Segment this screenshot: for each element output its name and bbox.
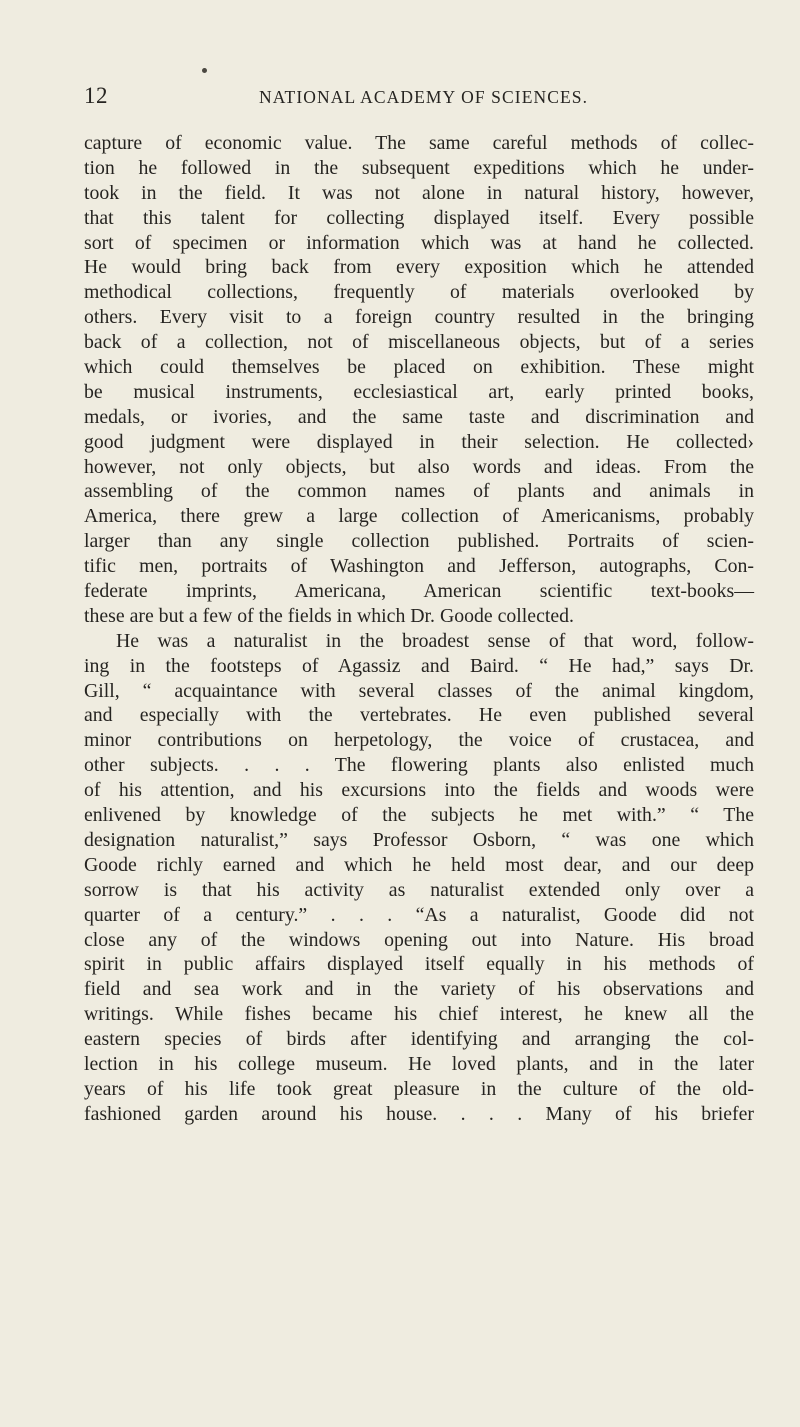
text-line: other subjects. . . . The flowering plants also enlisted much	[84, 754, 754, 777]
text-line: these are but a few of the fields in which Dr. Goode collected.	[84, 604, 574, 627]
text-line: sort of specimen or information which was at hand he collected.	[84, 231, 754, 254]
text-line: America, there grew a large collection of Americanisms, probably	[84, 505, 754, 528]
text-line: capture of economic value. The same careful methods of collec-	[84, 132, 754, 154]
text-line: tion he followed in the subsequent expeditions which he under-	[84, 156, 754, 179]
running-title: NATIONAL ACADEMY OF SCIENCES.	[259, 87, 589, 107]
text-line: good judgment were displayed in their selection. He collected›	[84, 430, 754, 453]
text-line: Goode richly earned and which he held most dear, and our deep	[84, 853, 754, 876]
running-head	[84, 83, 754, 123]
body-text	[84, 131, 754, 1127]
text-line: federate imprints, Americana, American scientific text-books—	[84, 580, 754, 603]
text-line: Gill, “ acquaintance with several classes of the animal kingdom,	[84, 679, 754, 702]
text-line: lection in his college museum. He loved plants, and in the later	[84, 1052, 754, 1075]
text-line: others. Every visit to a foreign country resulted in the bringing	[84, 306, 754, 329]
text-line: quarter of a century.” . . . “As a naturalist, Goode did not	[84, 903, 754, 926]
text-line: ing in the footsteps of Agassiz and Baird. “ He had,” says Dr.	[84, 654, 754, 677]
text-line: which could themselves be placed on exhibition. These might	[84, 356, 754, 379]
text-line: He was a naturalist in the broadest sense of that word, follow-	[116, 629, 754, 652]
text-line: back of a collection, not of miscellaneous objects, but of a series	[84, 331, 754, 354]
text-line: took in the field. It was not alone in natural history, however,	[84, 181, 754, 204]
text-line: designation naturalist,” says Professor Osborn, “ was one which	[84, 828, 754, 851]
text-line: fashioned garden around his house. . . . Many of his briefer	[84, 1102, 754, 1125]
text-line: sorrow is that his activity as naturalist extended only over a	[84, 878, 754, 901]
text-line: tific men, portraits of Washington and Jefferson, autographs, Con-	[84, 555, 754, 578]
text-line: years of his life took great pleasure in the culture of the old-	[84, 1077, 754, 1100]
text-line: enlivened by knowledge of the subjects he met with.” “ The	[84, 804, 754, 827]
text-line: writings. While fishes became his chief interest, he knew all the	[84, 1003, 754, 1026]
text-line: close any of the windows opening out into Nature. His broad	[84, 928, 754, 951]
page-number: 12	[84, 83, 108, 108]
text-line: that this talent for collecting displayed itself. Every possible	[84, 206, 754, 229]
text-line: methodical collections, frequently of materials overlooked by	[84, 281, 754, 304]
text-line: field and sea work and in the variety of his observations and	[84, 978, 754, 1001]
text-line: medals, or ivories, and the same taste and discrimination and	[84, 405, 754, 428]
text-line: of his attention, and his excursions into the fields and woods were	[84, 779, 754, 802]
text-line: and especially with the vertebrates. He even published several	[84, 704, 754, 727]
ink-speck	[202, 68, 207, 73]
text-line: eastern species of birds after identifying and arranging the col-	[84, 1028, 754, 1051]
text-line: He would bring back from every exposition which he attended	[84, 256, 754, 279]
text-line: minor contributions on herpetology, the voice of crustacea, and	[84, 729, 754, 752]
text-line: spirit in public affairs displayed itself equally in his methods of	[84, 953, 754, 976]
text-line: larger than any single collection published. Portraits of scien-	[84, 530, 754, 553]
text-line: assembling of the common names of plants and animals in	[84, 480, 754, 503]
text-line: be musical instruments, ecclesiastical art, early printed books,	[84, 380, 754, 403]
text-line: however, not only objects, but also words and ideas. From the	[84, 455, 754, 478]
